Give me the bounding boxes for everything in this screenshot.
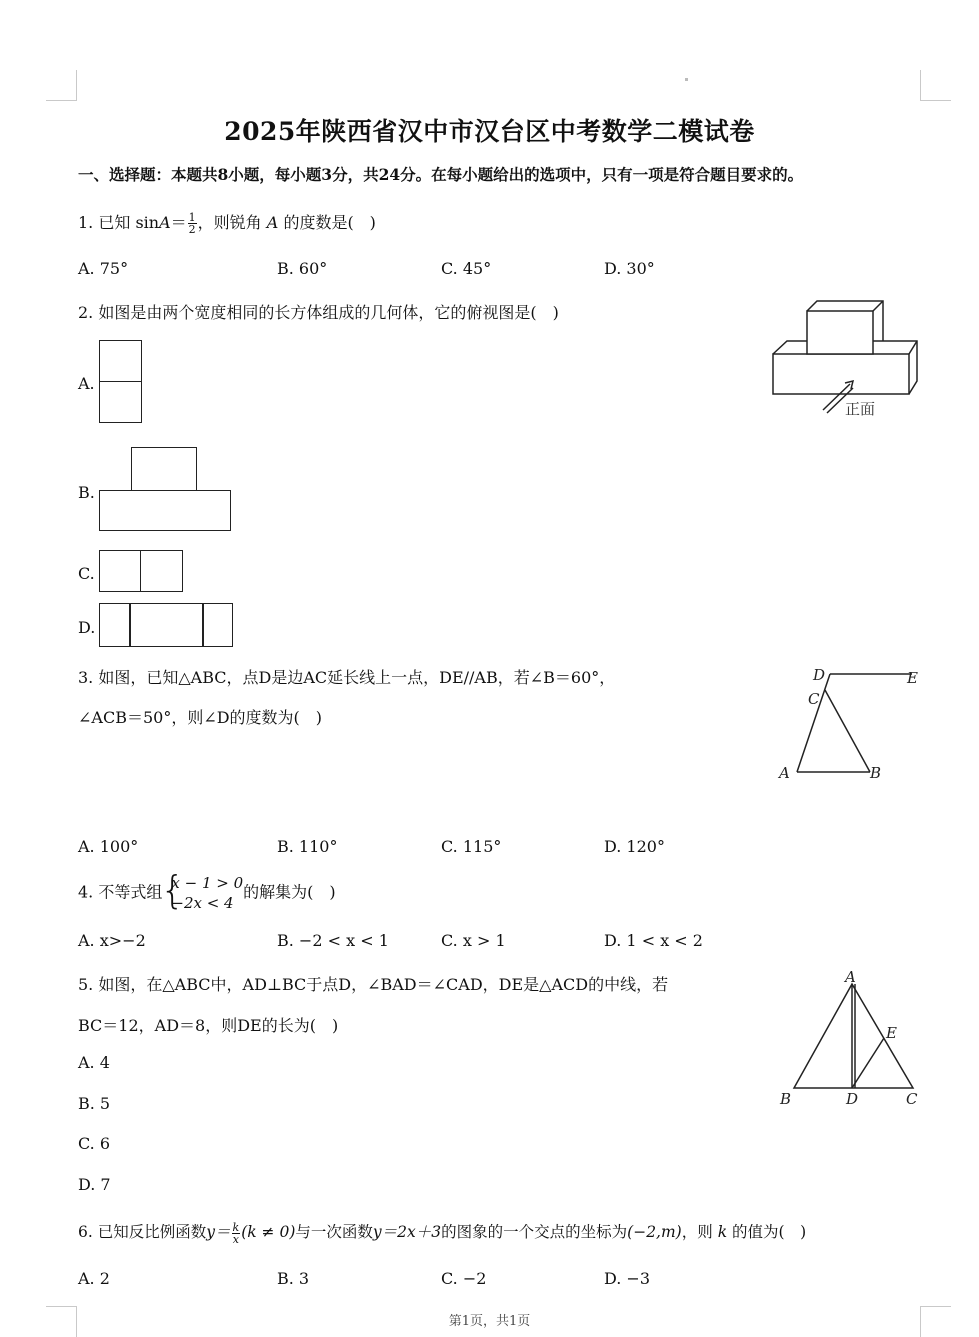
option-d-divider: [202, 603, 204, 647]
option-c[interactable]: C. 115°: [441, 837, 502, 856]
option-a[interactable]: A. 2: [78, 1269, 110, 1288]
inequality-1: x − 1 > 0: [171, 874, 244, 892]
option-a[interactable]: A. 4: [78, 1053, 110, 1072]
inequality-system: [160, 868, 244, 913]
top-box-front: [807, 311, 873, 354]
fraction-denominator: 2: [188, 223, 196, 236]
condition: (k ≠ 0): [241, 1223, 296, 1241]
point-label-b: B: [780, 1090, 792, 1108]
front-label: 正面: [845, 400, 876, 418]
bottom-box-edge: [909, 341, 917, 354]
question-number: 4.: [78, 882, 94, 902]
option-d-divider: [129, 603, 131, 647]
decorative-dot: [685, 78, 688, 81]
option-c[interactable]: C. 45°: [441, 259, 492, 278]
question-1: [78, 210, 376, 235]
question-number: 6.: [78, 1223, 93, 1241]
option-a-shape-bottom: [99, 381, 142, 423]
option-d[interactable]: D. 1 < x < 2: [604, 931, 703, 950]
option-d[interactable]: D.: [78, 618, 96, 637]
option-a[interactable]: A. 75°: [78, 259, 129, 278]
option-a[interactable]: A. x>−2: [78, 931, 146, 950]
option-b[interactable]: B.: [78, 483, 95, 502]
section-heading: 一、选择题：本题共8小题，每小题3分，共24分。在每小题给出的选项中，只有一项是符合题目要求的。: [78, 165, 804, 184]
option-b[interactable]: B. 110°: [277, 837, 338, 856]
option-c[interactable]: C. x > 1: [441, 931, 506, 950]
corner-mark-top-right: [920, 70, 951, 101]
equals: ＝: [170, 213, 187, 232]
option-b-shape-bottom: [99, 490, 231, 531]
question-text: 如图，已知△ABC，点D是边AC延长线上一点，DE//AB，若∠B＝60°，: [98, 668, 616, 687]
question-text: 与一次函数: [295, 1223, 373, 1241]
variable: k: [717, 1223, 728, 1241]
question-text: 的值为( ): [732, 1223, 807, 1241]
question-text: 如图是由两个宽度相同的长方体组成的几何体，它的俯视图是( ): [98, 303, 559, 322]
top-box-edge: [873, 301, 883, 311]
point-label-d: D: [846, 1090, 859, 1108]
question-text: 不等式组: [98, 882, 163, 902]
question-number: 5.: [78, 975, 94, 994]
point-label-d: D: [813, 666, 826, 684]
option-b[interactable]: B. 5: [78, 1094, 111, 1113]
option-b[interactable]: B. 60°: [277, 259, 328, 278]
question-text: 如图，在△ABC中，AD⊥BC于点D，∠BAD＝∠CAD，DE是△ACD的中线，若: [98, 975, 669, 994]
question-text: ，则: [681, 1223, 713, 1241]
question-text: 的图象的一个交点的坐标为: [441, 1223, 628, 1241]
question-5-line-2: BC＝12，AD＝8，则DE的长为( ): [78, 1016, 339, 1035]
question-text: 已知 sin: [98, 213, 160, 232]
option-c[interactable]: C.: [78, 564, 95, 583]
option-d[interactable]: D. 120°: [604, 837, 665, 856]
corner-mark-top-left: [46, 70, 77, 101]
fraction: [232, 1222, 241, 1245]
point-label-a: A: [845, 970, 856, 986]
question-4: [78, 868, 336, 913]
point-label-e: E: [886, 1024, 897, 1042]
question-6: [78, 1220, 806, 1245]
option-a[interactable]: A. 100°: [78, 837, 139, 856]
option-a[interactable]: A.: [78, 374, 95, 393]
option-c-shape-left: [99, 550, 141, 592]
question-3-line-2: ∠ACB＝50°，则∠D的度数为( ): [78, 708, 323, 727]
question-3-line-1: [78, 665, 615, 688]
option-b-shape-top: [131, 447, 197, 491]
point-label-e: E: [907, 669, 918, 687]
option-b[interactable]: B. 3: [277, 1269, 310, 1288]
option-d[interactable]: D. 30°: [604, 259, 655, 278]
question-text: ，则锐角: [197, 213, 262, 232]
option-c[interactable]: C. 6: [78, 1134, 111, 1153]
brace-icon: {: [160, 868, 185, 912]
point-label-c: C: [906, 1090, 918, 1108]
question-number: 3.: [78, 668, 94, 687]
point-label-c: C: [808, 690, 820, 708]
variable: A: [266, 213, 279, 232]
option-d[interactable]: D. 7: [78, 1175, 111, 1194]
question-2: [78, 300, 559, 323]
bottom-box-front: [773, 354, 909, 394]
option-c-shape-right: [140, 550, 183, 592]
inequality-2: −2x < 4: [171, 894, 234, 912]
question-text: 的度数是( ): [283, 213, 376, 232]
point-label-a: A: [779, 764, 790, 782]
question-5-line-1: [78, 972, 668, 995]
page-title: 2025年陕西省汉中市汉台区中考数学二模试卷: [224, 117, 755, 146]
fraction-numerator: 1: [188, 211, 196, 224]
variable: A: [159, 213, 171, 232]
function-expression: y＝2x＋3: [372, 1223, 442, 1241]
option-a-shape-top: [99, 340, 142, 382]
fraction: [188, 212, 197, 235]
triangle-figure-q3: [770, 660, 930, 785]
question-number: 2.: [78, 303, 94, 322]
point-label-b: B: [870, 764, 882, 782]
function-expression: y＝: [206, 1223, 231, 1241]
fraction-denominator: x: [232, 1232, 239, 1246]
segment-de: [852, 1038, 884, 1088]
option-d-shape-outer: [99, 603, 233, 647]
question-number: 1.: [78, 213, 94, 232]
solid-figure: [765, 295, 925, 425]
segment-da: [797, 674, 830, 772]
question-text: 的解集为( ): [243, 882, 336, 902]
fraction-numerator: k: [232, 1220, 240, 1234]
triangle-figure-q5: [772, 970, 932, 1115]
page-footer: 第1页，共1页: [448, 1314, 531, 1329]
option-d[interactable]: D. −3: [604, 1269, 651, 1288]
option-c[interactable]: C. −2: [441, 1269, 487, 1288]
segment-cb: [825, 690, 870, 772]
option-b[interactable]: B. −2 < x < 1: [277, 931, 389, 950]
point-coordinates: (−2,m): [627, 1223, 682, 1241]
question-text: 已知反比例函数: [97, 1223, 207, 1241]
